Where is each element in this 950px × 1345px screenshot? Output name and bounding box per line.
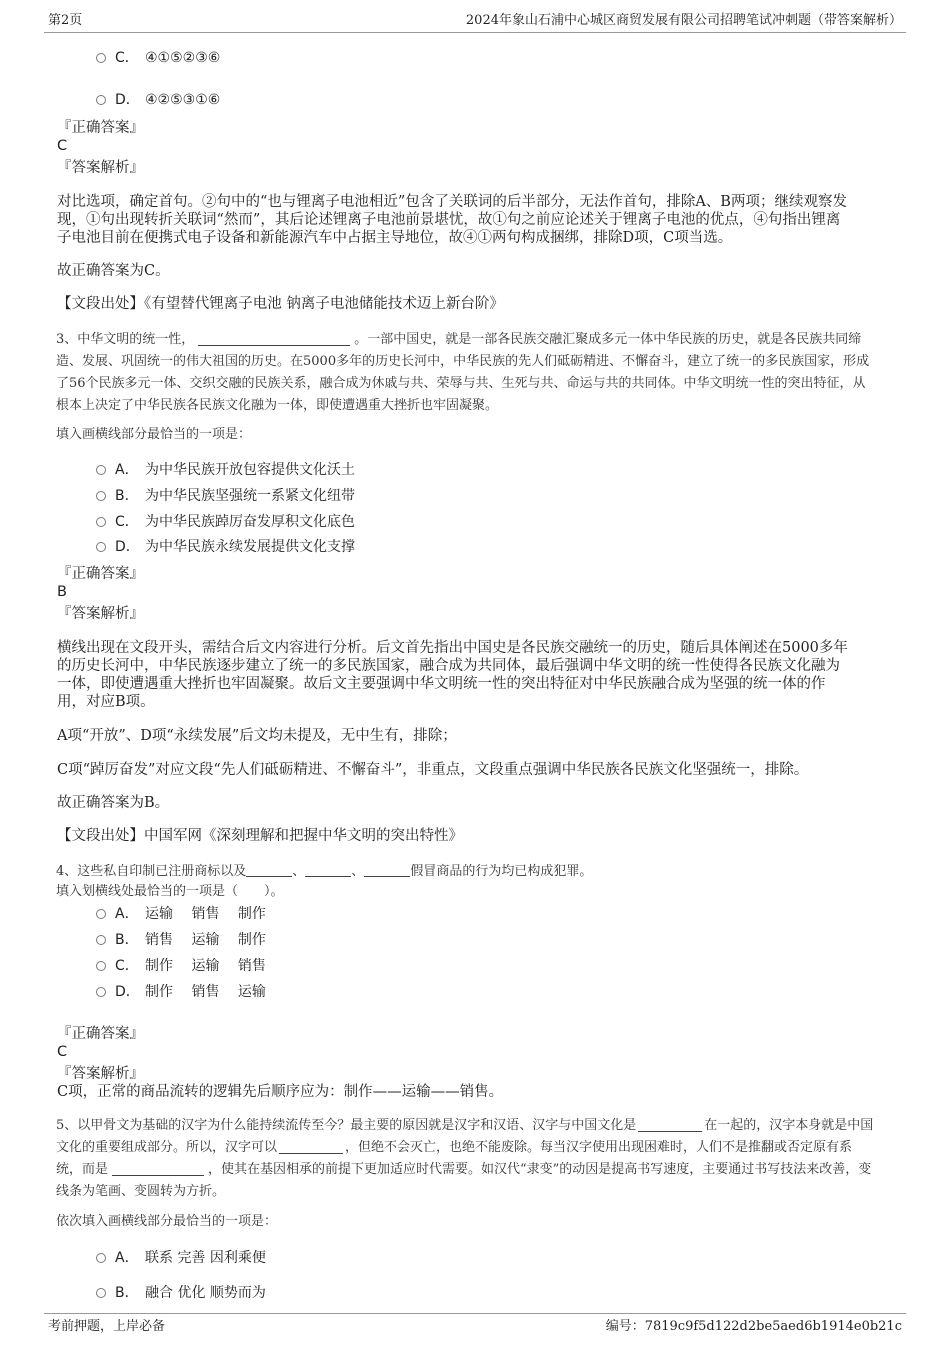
q5-stem-line-2: 文化的重要组成部分。所以，汉字可以 ，但绝不会灭亡，也绝不能废除。每当汉字使用出现困难时，人们不是推翻或否定原有系 [56, 1140, 853, 1155]
radio-icon[interactable] [96, 53, 106, 63]
q4-stem: 4、这些私自印制已注册商标以及 、 、 假冒商品的行为均已构成犯罪。 [56, 864, 593, 879]
answer-blank [305, 864, 351, 877]
q3-analysis-line-4: 用，对应B项。 [57, 694, 155, 710]
radio-icon[interactable] [96, 465, 106, 475]
q5-option-b[interactable]: B． 融合 优化 顺势而为 [96, 1283, 266, 1303]
q3-option-a[interactable]: A． 为中华民族开放包容提供文化沃土 [96, 460, 355, 480]
radio-icon[interactable] [96, 517, 106, 527]
q5-option-a[interactable]: A． 联系 完善 因利乘便 [96, 1248, 266, 1268]
footer-slogan: 考前押题，上岸必备 [48, 1319, 166, 1334]
q2-analysis-line-2: 现，①句出现转折关联词“然而”，其后论述锂离子电池前景堪忧，故①句之前应论述关于锂离子电池的优点，④句指出锂离 [57, 212, 841, 228]
q3-analysis-option-c: C项“踔厉奋发”对应文段“先人们砥砺精进、不懈奋斗”，非重点，文段重点强调中华民族各民族文化坚强统一，排除。 [57, 762, 809, 778]
page-number: 第2页 [48, 13, 83, 28]
q2-option-d[interactable]: D． ④②⑤③①⑥ [96, 90, 220, 110]
answer-blank [279, 1139, 343, 1154]
q4-prompt: 填入划横线处最恰当的一项是（ ）。 [56, 884, 284, 899]
radio-icon[interactable] [96, 1253, 106, 1263]
page-header [44, 10, 906, 33]
q4-answer: C [57, 1044, 68, 1060]
answer-blank [246, 864, 292, 877]
q3-option-b[interactable]: B． 为中华民族坚强统一系紧文化纽带 [96, 486, 355, 506]
page-footer [44, 1313, 906, 1338]
q3-analysis-line-3: 一体，即使遭遇重大挫折也牢固凝聚。故后文主要强调中华文明统一性的突出特征对中华民族融合成为坚强的统一体的作 [57, 676, 826, 692]
q3-analysis-line-1: 横线出现在文段开头，需结合后文内容进行分析。后文首先指出中国史是各民族交融统一的历史，随后具体阐述在5000多年 [57, 640, 848, 656]
document-code: 编号：7819c9f5d122d2be5aed6b1914e0b21c [605, 1319, 902, 1334]
q4-analysis-label: 『答案解析』 [57, 1066, 144, 1082]
answer-blank [112, 1161, 204, 1176]
q3-conclusion: 故正确答案为B。 [57, 795, 170, 811]
radio-icon[interactable] [96, 909, 106, 919]
answer-blank [198, 331, 350, 346]
q3-answer-label: 『正确答案』 [57, 566, 144, 582]
q2-analysis-line-3: 子电池目前在便携式电子设备和新能源汽车中占据主导地位，故④①两句构成捆绑，排除D项，C项当选。 [57, 230, 733, 246]
q3-answer: B [57, 584, 67, 600]
radio-icon[interactable] [96, 987, 106, 997]
q3-stem-line-2: 造、发展、巩固统一的伟大祖国的历史。在5000多年的历史长河中，中华民族的先人们砥砺精进、不懈奋斗，建立了统一的多民族国家，形成 [56, 354, 870, 369]
q3-analysis-option-a: A项“开放”、D项“永续发展”后文均未提及，无中生有，排除； [57, 728, 457, 744]
q2-analysis-line-1: 对比选项，确定首句。②句中的“也与锂离子电池相近”包含了关联词的后半部分，无法作首句，排除A、B两项；继续观察发 [57, 194, 847, 210]
q3-stem-line-4: 根本上决定了中华民族各民族文化融为一体，即使遭遇重大挫折也牢固凝聚。 [56, 398, 499, 413]
q3-option-c[interactable]: C． 为中华民族踔厉奋发厚积文化底色 [96, 512, 355, 532]
q4-option-d[interactable]: D． 制作 销售 运输 [96, 982, 266, 1002]
q5-stem-line-3: 统，而是 ，使其在基因相承的前提下更加适应时代需要。如汉代“隶变”的动因是提高书写速度，主要通过书写技法来改善，变 [56, 1162, 872, 1177]
q4-option-a[interactable]: A． 运输 销售 制作 [96, 904, 266, 924]
q4-option-c[interactable]: C． 制作 运输 销售 [96, 956, 266, 976]
q2-answer-label: 『正确答案』 [57, 120, 144, 136]
q2-analysis-label: 『答案解析』 [57, 160, 144, 176]
q3-source: 【文段出处】中国军网《深刻理解和把握中华文明的突出特性》 [57, 828, 463, 844]
answer-blank [364, 864, 410, 877]
q3-option-d[interactable]: D． 为中华民族永续发展提供文化支撑 [96, 537, 355, 557]
q2-answer: C [57, 138, 68, 154]
q3-analysis-line-2: 的历史长河中，中华民族逐步建立了统一的多民族国家，融合成为共同体，最后强调中华文明的统一性使得各民族文化融为 [57, 658, 840, 674]
q2-conclusion: 故正确答案为C。 [57, 263, 170, 279]
radio-icon[interactable] [96, 961, 106, 971]
radio-icon[interactable] [96, 935, 106, 945]
q2-option-c[interactable]: C． ④①⑤②③⑥ [96, 48, 220, 68]
q4-option-b[interactable]: B． 销售 运输 制作 [96, 930, 266, 950]
document-title: 2024年象山石浦中心城区商贸发展有限公司招聘笔试冲刺题（带答案解析） [465, 13, 902, 28]
q5-stem-line-4: 线条为笔画、变圆转为方折。 [56, 1184, 226, 1199]
q4-analysis: C项，正常的商品流转的逻辑先后顺序应为：制作——运输——销售。 [57, 1084, 504, 1100]
radio-icon[interactable] [96, 1288, 106, 1298]
q5-prompt: 依次填入画横线部分最恰当的一项是： [56, 1214, 278, 1229]
q4-answer-label: 『正确答案』 [57, 1026, 144, 1042]
radio-icon[interactable] [96, 95, 106, 105]
q5-stem-line-1: 5、以甲骨文为基础的汉字为什么能持续流传至今？最主要的原因就是汉字和汉语、汉字与中国文化是 在一起的，汉字本身就是中国 [56, 1118, 874, 1133]
q3-analysis-label: 『答案解析』 [57, 606, 144, 622]
radio-icon[interactable] [96, 491, 106, 501]
q2-source: 【文段出处】《有望替代锂离子电池 钠离子电池储能技术迈上新台阶》 [57, 296, 504, 312]
answer-blank [638, 1117, 702, 1132]
q3-stem-line-3: 了56个民族多元一体、交织交融的民族关系，融合成为休戚与共、荣辱与共、生死与共、命运与共的共同体。中华文明统一性的突出特征，从 [56, 376, 866, 391]
radio-icon[interactable] [96, 542, 106, 552]
q3-prompt: 填入画横线部分最恰当的一项是： [56, 427, 252, 442]
q3-stem-line-1: 3、中华文明的统一性， 。一部中国史，就是一部各民族交融汇聚成多元一体中华民族的历史，就是各民族共同缔 [56, 332, 862, 347]
